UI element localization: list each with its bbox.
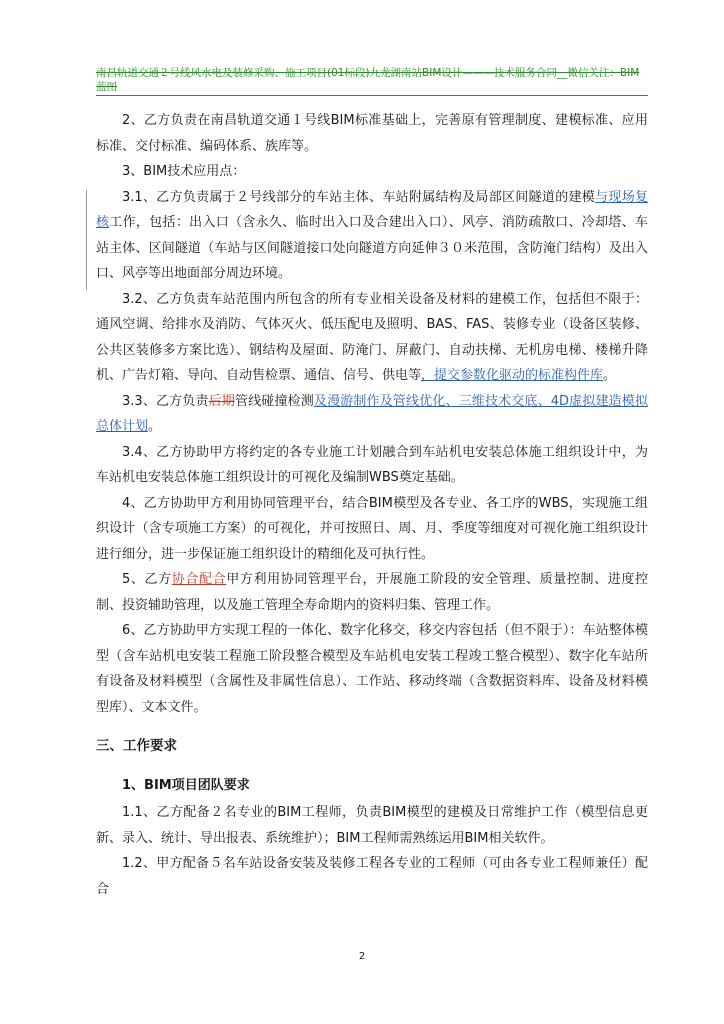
document-body	[96, 108, 648, 902]
paragraph-3-4: 3.4、乙方协助甲方将约定的各专业施工计划融合到车站机电安装总体施工组织设计中，为车站机电安装总体施工组织设计的可视化及编制WBS奠定基础。	[96, 444, 648, 485]
paragraph-2: 2、乙方负责在南昌轨道交通１号线BIM标准基础上，完善原有管理制度、建模标准、应用标准、交付标准、编码体系、族库等。	[96, 113, 648, 154]
p32-text-a: 3.2、乙方负责车站范围内所包含的所有专业相关设备及材料的建模工作，包括但不限于：通风空调、给排水及消防、气体灭火、低压配电及照明、BAS、FAS、装修专业（设备区装修、公共区装修多方案比选）、钢结构及屋面、防淹门、屏蔽门、自动扶梯、无机房电梯、楼梯升降机、广告灯箱、导向、自动售检票、通信、信号、供电等	[96, 291, 648, 383]
page-number: 2	[358, 951, 366, 962]
section-heading: 三、工作要求	[96, 738, 177, 754]
p33-deleted-text: 后期	[208, 393, 235, 409]
paragraph-4: 4、乙方协助甲方利用协同管理平台，结合BIM模型及各专业、各工序的WBS，实现施工组织设计（含专项施工方案）的可视化，并可按照日、周、月、季度等细度对可视化施工组织设计进行细分，进一步保证施工组织设计的精细化及可执行性。	[96, 495, 648, 562]
paragraph-6: 6、乙方协助甲方实现工程的一体化、数字化移交，移交内容包括（但不限于）：车站整体模型（含车站机电安装工程施工阶段整合模型及车站机电安装工程竣工整合模型）、数字化车站所有设备及材料模型（含属性及非属性信息）、工作站、移动终端（含数据资料库、设备及材料模型库）、文本文件。	[96, 623, 648, 715]
p31-text-b: 工作，包括：出入口（含永久、临时出入口及合建出入口）、风亭、消防疏散口、冷却塔、车站主体、区间隧道（车站与区间隧道接口处向隧道方向延伸３０米范围，含防淹门结构）及出入口、风亭等出地面部分周边环境。	[96, 215, 648, 281]
paragraph-3-2	[96, 287, 648, 389]
p32-inserted-text: ，提交参数化驱动的标准构件库	[421, 368, 604, 383]
p31-inserted-text: 与现场复核	[96, 189, 648, 230]
p33-inserted-text: 及漫游制作及管线优化、三维技术交底、4D虚拟建造模拟总体计划	[96, 393, 648, 434]
p5-text-b: 甲方利用协同管理平台，开展施工阶段的安全管理、质量控制、进度控制、投资辅助管理，以及施工管理全寿命期内的资料归集、管理工作。	[96, 572, 648, 613]
paragraph-3: 3、BIM技术应用点：	[122, 164, 246, 179]
p31-text-a: 3.1、乙方负责属于２号线部分的车站主体、车站附属结构及局部区间隧道的建模	[122, 189, 596, 205]
p5-text-a: 5、乙方	[122, 572, 172, 587]
subsection-heading: 1、BIM项目团队要求	[122, 778, 250, 793]
p32-text-end: 。	[603, 368, 617, 383]
p5-inserted-text: 协合配合	[171, 572, 227, 587]
p33-text-a: 3.3、乙方负责	[122, 393, 209, 409]
p33-text-end: 。	[148, 419, 162, 434]
paragraph-1-2: 1.2、甲方配备５名车站设备安装及装修工程各专业的工程师（可由各专业工程师兼任）配合	[96, 856, 648, 897]
paragraph-3-3	[96, 389, 648, 440]
paragraph-3-1	[96, 185, 648, 287]
paragraph-1-1: 1.1、乙方配备２名专业的BIM工程师，负责BIM模型的建模及日常维护工作（模型信息更新、录入、统计、导出报表、系统维护）；BIM工程师需熟练运用BIM相关软件。	[96, 805, 648, 846]
change-bar	[86, 190, 87, 290]
paragraph-5	[96, 567, 648, 618]
page-header: 南昌轨道交通２号线风水电及装修采购、施工项目(01标段)九龙湖南站BIM设计———技术服务合同__微信关注：BIM蓝图	[96, 66, 648, 96]
p33-text-b: 管线碰撞检测	[234, 393, 314, 409]
